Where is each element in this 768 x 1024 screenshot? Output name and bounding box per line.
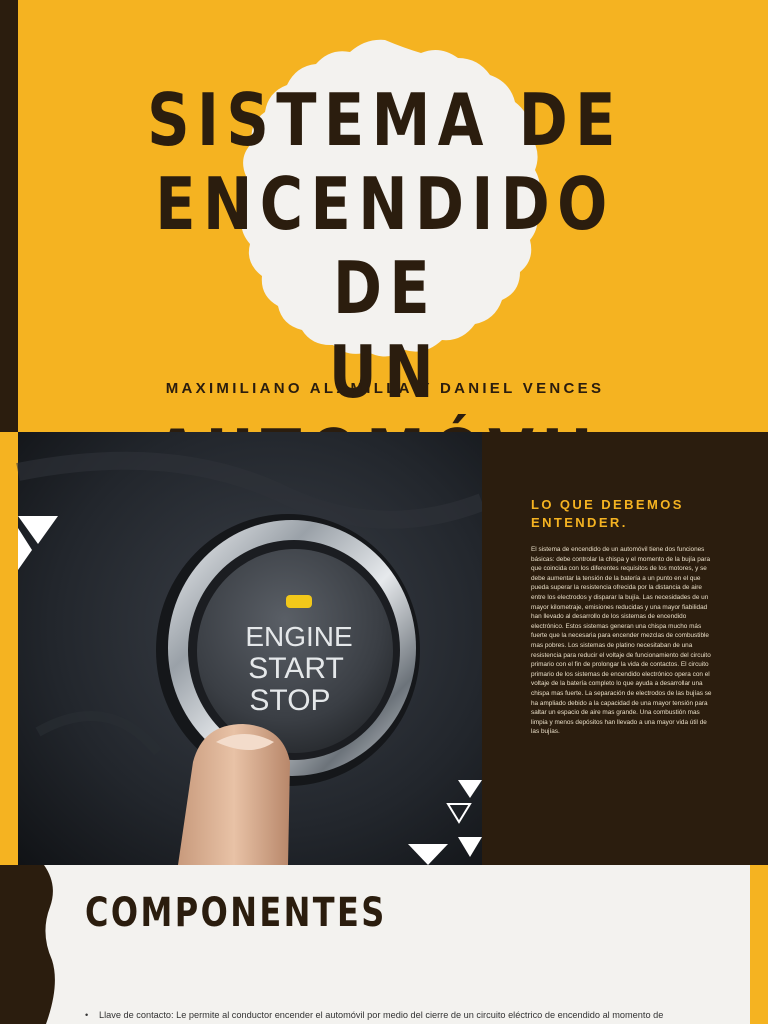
components-slide: [0, 865, 768, 1024]
title-line-3: UN: [328, 330, 442, 414]
components-list: [85, 1010, 725, 1020]
slide-edge-strip: [0, 432, 18, 865]
title-line-1: SISTEMA DE: [147, 78, 623, 162]
understanding-body-text: El sistema de encendido de un automóvil tiene dos funciones básicas: debe controlar la chispa y el momento de la bujía para que coincida con los diferentes requisitos de los motores, y se debe aumentar la tensión de la batería a un punto en el que pueda superar la resistencia ofrecida por la distancia de aire entre los electrodos y disparar la bujía. Las necesidades de un mayor kilometraje, emisiones reducidas y una mayor fiabilidad han llevado al desarrollo de los sistemas de encendido electrónico. Estos sistemas generan una chispa mucho más fuerte que la necesaria para encender mezclas de combustible mas pobres. Los sistemas de platino necesitaban de una resistencia para reducir el voltaje de funcionamiento del circuito primario con el fin de prolongar la vida de contactos. El circuito primario de los sistemas de encendido electrónico opera con el voltaje de la batería completo lo que ayuda a desarrollar una chispa mas fuerte. La separación de electrodos de las bujías se ha ampliado debido a la capacidad de una mayor tensión para saltar un espacio de aire mas grande. Una combustión mas limpia y menos depósitos han llevado a una mayor vida útil de las bujías.: [531, 546, 712, 736]
title-line-2: ENCENDIDO DE: [155, 162, 615, 330]
button-text-stop: STOP: [249, 684, 331, 717]
components-title: COMPONENTES: [85, 890, 387, 936]
heading-line-2: ENTENDER.: [531, 515, 628, 530]
understanding-heading: [531, 496, 751, 532]
engine-start-button-photo: [18, 432, 482, 865]
indicator-light-icon: [286, 595, 312, 608]
decorative-wave-edge: [0, 865, 60, 1024]
button-text-engine: ENGINE: [245, 621, 353, 652]
title-slide: [0, 0, 768, 432]
photo-illustration: [18, 432, 482, 865]
heading-line-1: LO QUE DEBEMOS: [531, 497, 684, 512]
authors-subtitle: MAXIMILIANO ALAMILLA Y DANIEL VENCES: [165, 380, 605, 397]
button-text-start: START: [248, 652, 344, 685]
understanding-slide: [0, 432, 768, 865]
list-item: • Llave de contacto: Le permite al conductor encender el automóvil por medio del cierre de un circuito eléctrico de encendido al momento de: [85, 1010, 725, 1020]
slide-edge-strip: [750, 865, 768, 1024]
